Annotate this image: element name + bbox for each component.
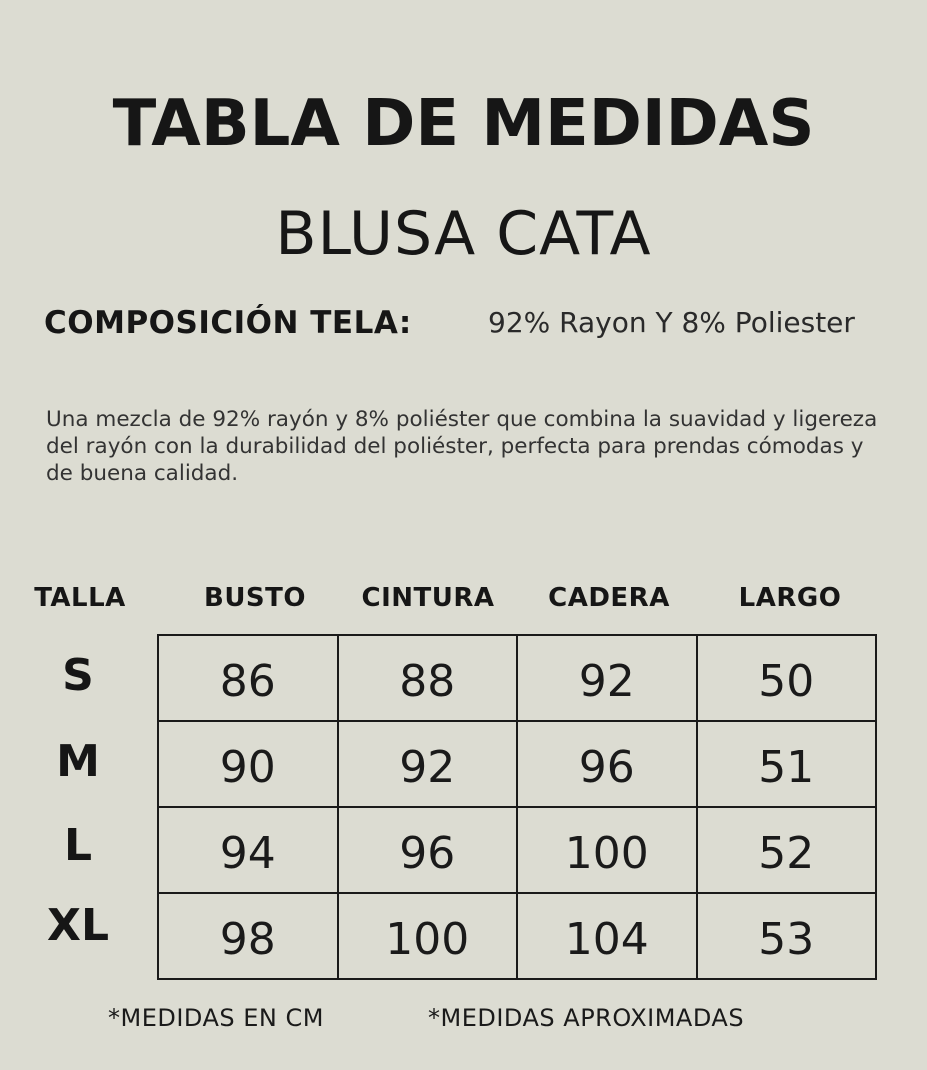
cell-cadera: 96 bbox=[517, 721, 697, 807]
approximate-note: *MEDIDAS APROXIMADAS bbox=[428, 1004, 745, 1032]
cell-largo: 52 bbox=[697, 807, 877, 893]
table-row bbox=[158, 721, 876, 807]
cell-largo: 50 bbox=[697, 635, 877, 721]
cell-largo: 51 bbox=[697, 721, 877, 807]
product-name: BLUSA CATA bbox=[275, 199, 652, 269]
page-title: TABLA DE MEDIDAS bbox=[112, 87, 815, 161]
composition-value: 92% Rayon Y 8% Poliester bbox=[488, 306, 855, 339]
cell-largo: 53 bbox=[697, 893, 877, 979]
cell-cintura: 100 bbox=[338, 893, 518, 979]
size-label-s: S bbox=[62, 650, 94, 701]
table-row bbox=[158, 635, 876, 721]
composition-label: COMPOSICIÓN TELA: bbox=[44, 305, 412, 341]
cell-cintura: 88 bbox=[338, 635, 518, 721]
cell-busto: 94 bbox=[158, 807, 338, 893]
size-label-m: M bbox=[56, 736, 100, 787]
column-header-talla: TALLA bbox=[34, 583, 126, 613]
cell-cadera: 100 bbox=[517, 807, 697, 893]
table-row bbox=[158, 893, 876, 979]
units-note: *MEDIDAS EN CM bbox=[108, 1004, 324, 1032]
fabric-description: Una mezcla de 92% rayón y 8% poliéster que combina la suavidad y ligereza del rayón con la durabilidad del poliéster, perfecta para prendas cómodas y de buena calidad. bbox=[46, 407, 878, 486]
cell-busto: 98 bbox=[158, 893, 338, 979]
cell-cadera: 92 bbox=[517, 635, 697, 721]
table-row bbox=[158, 807, 876, 893]
cell-cintura: 96 bbox=[338, 807, 518, 893]
column-header-cadera: CADERA bbox=[548, 583, 670, 613]
column-header-busto: BUSTO bbox=[204, 583, 306, 613]
size-label-l: L bbox=[63, 820, 93, 871]
cell-cintura: 92 bbox=[338, 721, 518, 807]
column-header-cintura: CINTURA bbox=[361, 583, 495, 613]
column-header-largo: LARGO bbox=[738, 583, 842, 613]
measurements-table bbox=[157, 634, 877, 980]
cell-busto: 86 bbox=[158, 635, 338, 721]
table-header-row bbox=[0, 580, 927, 616]
cell-busto: 90 bbox=[158, 721, 338, 807]
cell-cadera: 104 bbox=[517, 893, 697, 979]
size-label-xl: XL bbox=[47, 900, 109, 951]
